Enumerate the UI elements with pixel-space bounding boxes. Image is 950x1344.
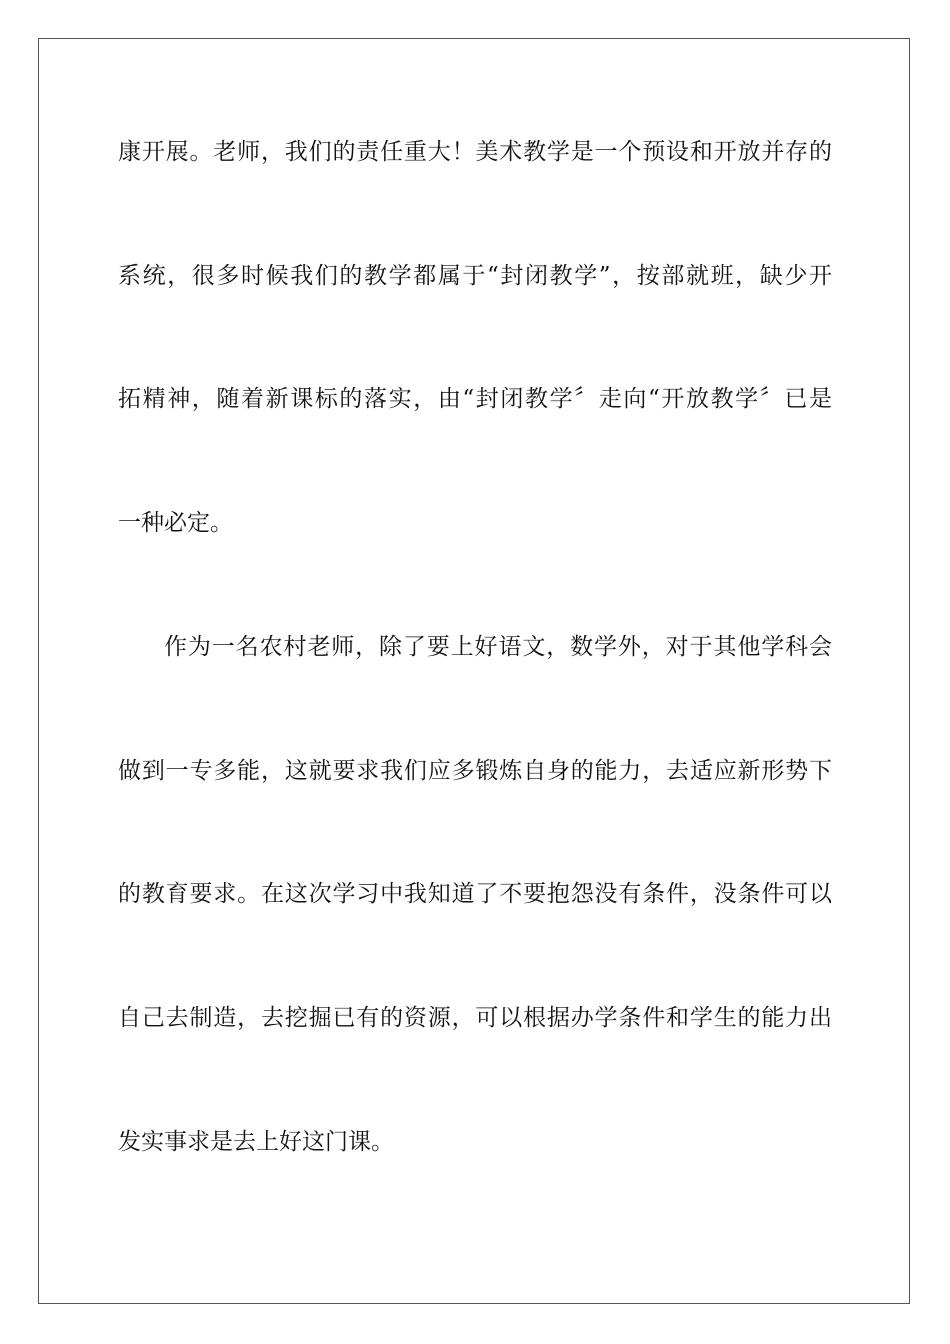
paragraph-line-7: 的教育要求。在这次学习中我知道了不要抱怨没有条件，没条件可以: [118, 881, 832, 907]
paragraph-line-3: 拓精神，随着新课标的落实，由“封闭教学〞走向“开放教学〞已是: [118, 386, 832, 412]
paragraph-line-5: 作为一名农村老师，除了要上好语文，数学外，对于其他学科会: [164, 634, 832, 660]
paragraph-line-8: 自己去制造，去挖掘已有的资源，可以根据办学条件和学生的能力出: [118, 1005, 832, 1031]
paragraph-line-4: 一种必定。: [118, 510, 233, 536]
paragraph-line-1: 康开展。老师，我们的责任重大！美术教学是一个预设和开放并存的: [118, 139, 832, 165]
paragraph-line-9: 发实事求是去上好这门课。: [118, 1129, 394, 1155]
paragraph-line-6: 做到一专多能，这就要求我们应多锻炼自身的能力，去适应新形势下: [118, 758, 832, 784]
page-border: [38, 38, 910, 1304]
paragraph-line-2: 系统，很多时候我们的教学都属于“封闭教学”，按部就班，缺少开: [118, 263, 832, 289]
